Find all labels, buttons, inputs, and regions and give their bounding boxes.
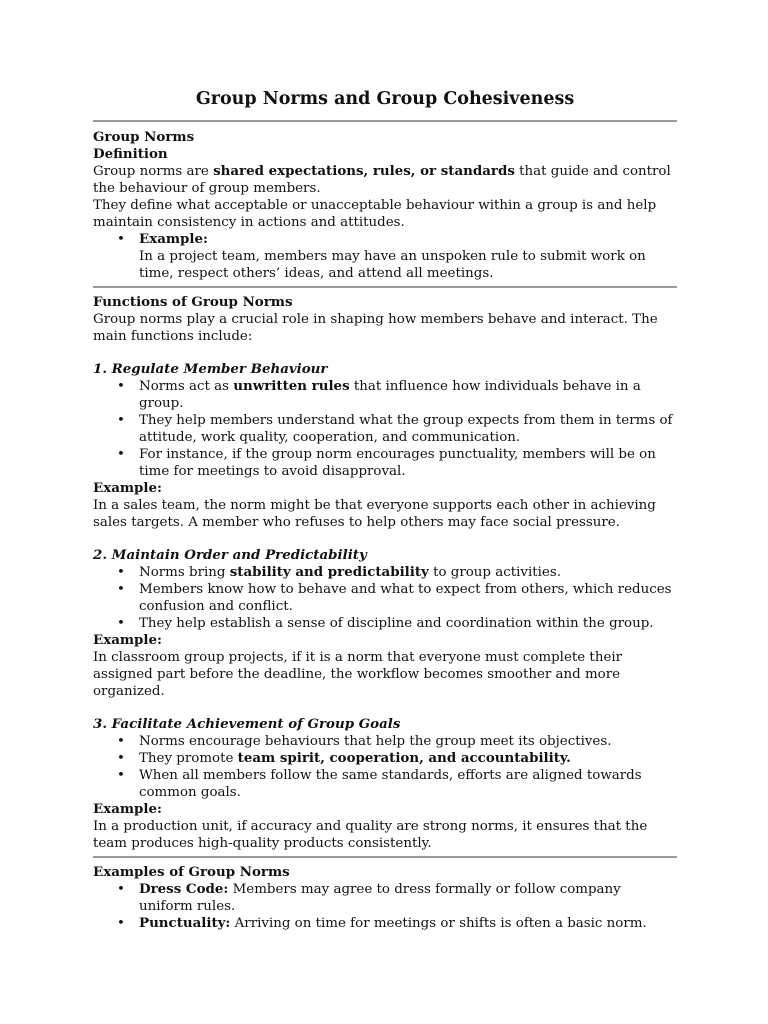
list-item: • When all members follow the same standards, efforts are aligned towards common goals. [139, 767, 677, 801]
subheading-definition: Definition [93, 146, 168, 162]
list-item: • They promote team spirit, cooperation, and accountability. [139, 750, 677, 767]
list-item: • They help establish a sense of discipline and coordination within the group. [139, 615, 677, 632]
section-examples [93, 864, 677, 932]
bullet-list [93, 881, 677, 932]
example-text: In a production unit, if accuracy and quality are strong norms, it ensures that the team produces high-quality products consistently. [93, 819, 648, 851]
intro-paragraph: Group norms play a crucial role in shaping how members behave and interact. The main functions include: [93, 312, 658, 344]
example-text: In classroom group projects, if it is a norm that everyone must complete their assigned part before the deadline, the workflow becomes smoother and more organized. [93, 650, 623, 699]
definition-paragraph-2: They define what acceptable or unacceptable behaviour within a group is and help maintain consistency in actions and attitudes. [93, 198, 657, 230]
list-item: • Example: In a project team, members may have an unspoken rule to submit work on time, respect others’ ideas, and attend all meetings. [139, 231, 677, 282]
section-group-norms [93, 129, 677, 282]
section-functions [93, 294, 677, 852]
example-label: Example: [93, 632, 162, 648]
function-title: 3. Facilitate Achievement of Group Goals [93, 716, 401, 732]
list-item: • For instance, if the group norm encourages punctuality, members will be on time for meetings to avoid disapproval. [139, 446, 677, 480]
function-title: 2. Maintain Order and Predictability [93, 547, 367, 563]
list-item: • They help members understand what the group expects from them in terms of attitude, work quality, cooperation, and communication. [139, 412, 677, 446]
list-item: • Dress Code: Members may agree to dress formally or follow company uniform rules. [139, 881, 677, 915]
section-heading: Examples of Group Norms [93, 864, 290, 880]
bullet-list [93, 564, 677, 632]
document-page [93, 86, 677, 932]
bullet-list [93, 231, 677, 282]
section-heading: Group Norms [93, 129, 195, 145]
example-label: Example: [93, 480, 162, 496]
list-item: • Norms encourage behaviours that help the group meet its objectives. [139, 733, 677, 750]
list-item: • Norms bring stability and predictability to group activities. [139, 564, 677, 581]
example-label: Example: [93, 801, 162, 817]
section-heading: Functions of Group Norms [93, 294, 293, 310]
list-item: • Norms act as unwritten rules that influence how individuals behave in a group. [139, 378, 677, 412]
list-item: • Members know how to behave and what to expect from others, which reduces confusion and conflict. [139, 581, 677, 615]
function-title: 1. Regulate Member Behaviour [93, 361, 328, 377]
bullet-list [93, 733, 677, 801]
example-text: In a sales team, the norm might be that everyone supports each other in achieving sales targets. A member who refuses to help others may face social pressure. [93, 498, 656, 530]
list-item: • Punctuality: Arriving on time for meetings or shifts is often a basic norm. [139, 915, 677, 932]
bullet-list [93, 378, 677, 480]
definition-paragraph: Group norms are shared expectations, rules, or standards that guide and control the behaviour of group members. [93, 163, 671, 196]
document-title: Group Norms and Group Cohesiveness [195, 89, 575, 109]
